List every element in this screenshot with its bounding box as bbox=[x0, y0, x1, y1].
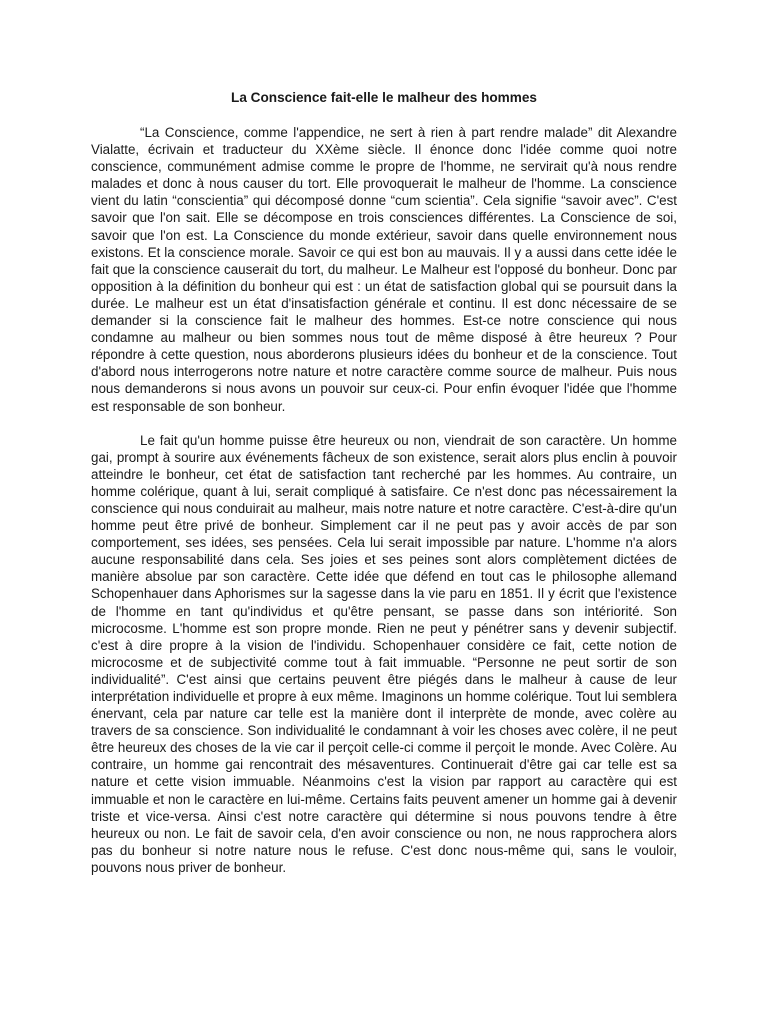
paragraph-introduction: “La Conscience, comme l'appendice, ne sert à rien à part rendre malade” dit Alexandre Vialatte, écrivain et traducteur du XXème siècle. Il énonce donc l'idée comme quoi notre conscience, communément admise comme le propre de l'homme, ne servirait qu'à nous rendre malades et donc à nous causer du tort. Elle provoquerait le malheur de l'homme. La conscience vient du latin “conscientia” qui décomposé donne “cum scientia”. Cela signifie “savoir avec”. C'est savoir que l'on sait. Elle se décompose en trois consciences différentes. La Conscience de soi, savoir que l'on est. La Conscience du monde extérieur, savoir dans quelle environnement nous existons. Et la conscience morale. Savoir ce qui est bon au mauvais. Il y a aussi dans cette idée le fait que la conscience causerait du tort, du malheur. Le Malheur est l'opposé du bonheur. Donc par opposition à la définition du bonheur qui est : un état de satisfaction global qui se poursuit dans la durée. Le malheur est un état d'insatisfaction générale et continu. Il est donc nécessaire de se demander si la conscience fait le malheur des hommes. Est-ce notre conscience qui nous condamne au malheur ou bien sommes nous tout de même disposé à être heureux ? Pour répondre à cette question, nous aborderons plusieurs idées du bonheur et de la conscience. Tout d'abord nous interrogerons notre nature et notre caractère comme source de malheur. Puis nous nous demanderons si nous avons un pouvoir sur ceux-ci. Pour enfin évoquer l'idée que l'homme est responsable de son bonheur. bbox=[91, 125, 677, 414]
paragraph-first-part: Le fait qu'un homme puisse être heureux ou non, viendrait de son caractère. Un homme gai, prompt à sourire aux événements fâcheux de son existence, serait alors plus enclin à pouvoir atteindre le bonheur, cet état de satisfaction tant recherché par les hommes. Au contraire, un homme colérique, quant à lui, serait compliqué à satisfaire. Ce n'est donc pas nécessairement la conscience qui nous conduirait au malheur, mais notre nature et notre caractère. C'est-à-dire qu'un homme peut être privé de bonheur. Simplement car il ne peut pas y avoir accès de par son comportement, ses idées, ses pensées. Cela lui serait impossible par nature. L'homme n'a alors aucune responsabilité dans cela. Ses joies et ses peines sont alors complètement dictées de manière absolue par son caractère. Cette idée que défend en tout cas le philosophe allemand Schopenhauer dans Aphorismes sur la sagesse dans la vie paru en 1851. Il y écrit que l'existence de l'homme en tant qu'individus et qu'être pensant, se passe dans son intériorité. Son microcosme. L'homme est son propre monde. Rien ne peut y pénétrer sans y devenir subjectif. c'est à dire propre à la vision de l'individu. Schopenhauer considère ce fait, cette notion de microcosme et de subjectivité comme tout à fait immuable. “Personne ne peut sortir de son individualité”. C'est ainsi que certains peuvent être piégés dans le malheur à cause de leur interprétation individuelle et propre à eux même. Imaginons un homme colérique. Tout lui semblera énervant, cela par nature car telle est la manière dont il interprète de monde, avec colère au travers de sa conscience. Son individualité le condamnant à voir les choses avec colère, il ne peut être heureux des choses de la vie car il perçoit celle-ci comme il perçoit le monde. Avec Colère. Au contraire, un homme gai rencontrait des mésaventures. Continuerait d'être gai car telle est sa nature et cette vision immuable. Néanmoins c'est la vision par rapport au caractère qui est immuable et non le caractère en lui-même. Certains faits peuvent amener un homme gai à devenir triste et vice-versa. Ainsi c'est notre caractère qui détermine si nous pouvons tendre à être heureux ou non. Le fait de savoir cela, d'en avoir conscience ou non, ne nous rapprochera alors pas du bonheur si notre nature nous le refuse. C'est donc nous-même qui, sans le vouloir, pouvons nous priver de bonheur. bbox=[91, 432, 677, 875]
document-title: La Conscience fait-elle le malheur des hommes bbox=[231, 90, 537, 105]
